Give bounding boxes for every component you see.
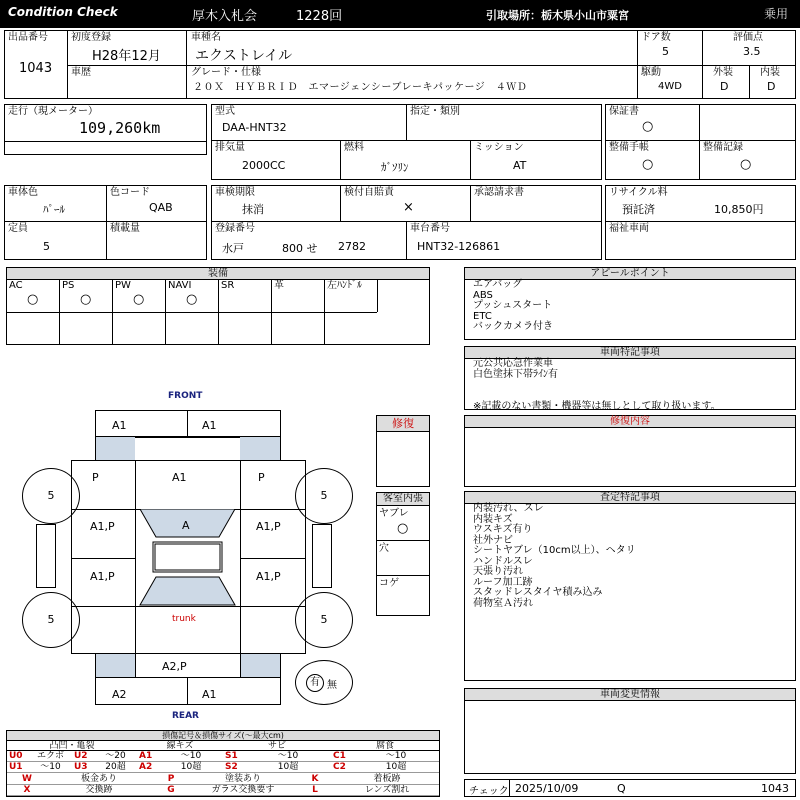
assessment-box bbox=[464, 491, 796, 681]
legend-code-row4-1: G bbox=[151, 785, 191, 796]
equipment-value-0: ○ bbox=[27, 292, 39, 307]
fender-fr-code: P bbox=[258, 471, 265, 484]
warranty-value: ○ bbox=[642, 119, 654, 134]
load-label: 積載量 bbox=[110, 223, 140, 234]
drive-label: 駆動 bbox=[641, 67, 661, 78]
pickup-location: 引取場所：栃木県小山市粟宮 bbox=[486, 9, 629, 22]
mileage-box bbox=[4, 104, 207, 155]
repair-box bbox=[376, 415, 430, 487]
tire-rr-value: 5 bbox=[320, 613, 328, 626]
door-rr-code: A1,P bbox=[256, 570, 281, 583]
front-bumper bbox=[95, 410, 281, 437]
legend-desc-row1-2: 〜10 bbox=[159, 751, 223, 762]
legend-code-row2-2: A2 bbox=[137, 762, 159, 773]
rear-bumper bbox=[95, 677, 281, 705]
mission-label: ミッション bbox=[474, 142, 524, 153]
legend-code-row1-4: C1 bbox=[331, 751, 353, 762]
inspection-value: 抹消 bbox=[242, 203, 264, 216]
warranty-box bbox=[605, 104, 700, 141]
rear-panel bbox=[135, 653, 241, 678]
auction-name: 厚木入札会 bbox=[192, 9, 258, 24]
legend-desc-row4-0: 交換跡 bbox=[47, 785, 151, 796]
plate-box bbox=[211, 221, 407, 260]
car-name-label: 車種名 bbox=[191, 32, 221, 43]
legend-title: 損傷記号＆損傷サイズ(〜最大cm) bbox=[7, 731, 439, 741]
tire-rr bbox=[295, 592, 353, 648]
appeal-line-2: プッシュスタート bbox=[473, 300, 553, 311]
legend-desc-row2-3: 10超 bbox=[245, 762, 331, 773]
assessment-line-9: 荷物室Ａ汚れ bbox=[473, 597, 533, 609]
score-label: 評価点 bbox=[733, 32, 763, 43]
tire-rl-value: 5 bbox=[47, 613, 55, 626]
record-value: ○ bbox=[740, 157, 752, 172]
interior-yabure-value: ○ bbox=[397, 521, 409, 536]
legend-desc-row4-2: レンズ割れ bbox=[335, 785, 439, 796]
legend-desc-row1-1: 〜20 bbox=[94, 751, 137, 762]
interior-title: 客室内張 bbox=[377, 493, 429, 506]
body-upper bbox=[71, 460, 306, 510]
lot-label: 出品番号 bbox=[8, 32, 48, 43]
approval-box bbox=[470, 185, 602, 222]
header-bar bbox=[0, 0, 800, 28]
exterior-label: 外装 bbox=[713, 67, 733, 78]
car-name-box bbox=[186, 30, 638, 66]
interior-item-yabure: ヤブレ bbox=[379, 508, 409, 519]
legend-desc-row1-3: 〜10 bbox=[245, 751, 331, 762]
equipment-label-0: AC bbox=[9, 280, 23, 291]
equipment-label-6: 左ﾊﾝﾄﾞﾙ bbox=[327, 280, 362, 291]
special-box bbox=[464, 346, 796, 410]
chassis-value: HNT32-126861 bbox=[417, 240, 501, 253]
legend-desc-row3-1: 塗装あり bbox=[191, 774, 295, 785]
door-fr-code: A1,P bbox=[256, 520, 281, 533]
assessment-title: 査定特記事項 bbox=[465, 492, 795, 504]
fuel-box bbox=[340, 140, 471, 180]
repair-detail-box bbox=[464, 415, 796, 487]
footer-row bbox=[464, 779, 796, 797]
spare-tire bbox=[295, 660, 353, 705]
warranty-blank-box bbox=[699, 104, 796, 141]
capacity-label: 定員 bbox=[8, 223, 28, 234]
mission-value: AT bbox=[513, 159, 527, 172]
special-line-0: 元公共応急作業車 bbox=[473, 358, 553, 369]
legend-code-row4-0: X bbox=[7, 785, 47, 796]
appeal-line-3: ETC bbox=[473, 310, 492, 322]
manual-label: 整備手帳 bbox=[609, 142, 649, 153]
assessment-line-6: 天張り汚れ bbox=[473, 566, 523, 577]
special-note: ※記載のない書類・機器等は無しとして取り扱います。 bbox=[473, 401, 721, 412]
recycle-label: リサイクル料 bbox=[609, 187, 668, 198]
lot-box bbox=[4, 30, 68, 99]
capacity-value: 5 bbox=[43, 240, 50, 253]
equipment-value-3: ○ bbox=[186, 292, 198, 307]
front-label: FRONT bbox=[168, 391, 203, 401]
check-label: チェック bbox=[469, 786, 509, 797]
equipment-box bbox=[6, 267, 430, 345]
warranty-label: 保証書 bbox=[609, 106, 639, 117]
interior-item-hole: 穴 bbox=[379, 543, 389, 554]
welfare-box bbox=[605, 221, 796, 260]
check-date: 2025/10/09 bbox=[515, 782, 579, 795]
legend-code-row3-1: P bbox=[151, 774, 191, 785]
score-value: 3.5 bbox=[743, 45, 761, 58]
first-reg-label: 初度登録 bbox=[71, 32, 111, 43]
legend-group-corrosion: 腐食 bbox=[331, 741, 439, 751]
legend-desc-row3-2: 着板跡 bbox=[335, 774, 439, 785]
rear-panel-code: A2,P bbox=[162, 660, 187, 673]
record-label: 整備記録 bbox=[703, 142, 743, 153]
insurance-value: × bbox=[403, 200, 414, 215]
special-line-1: 白色塗抹下帯ﾗｲﾝ有 bbox=[473, 368, 558, 380]
model-value: DAA-HNT32 bbox=[222, 121, 287, 134]
assessment-line-5: ハンドルスレ bbox=[473, 555, 533, 567]
displacement-box bbox=[211, 140, 341, 180]
recycle-box bbox=[605, 185, 796, 222]
grade-value: ２０Ｘ ＨＹＢＲＩＤ エマージェンシーブレーキパッケージ ４ＷＤ bbox=[193, 82, 528, 93]
plate-class: 800 せ bbox=[282, 242, 318, 255]
assessment-line-0: 内装汚れ、スレ bbox=[473, 503, 544, 514]
assessment-line-2: ウスキズ有り bbox=[473, 524, 533, 535]
legend-code-row2-1: U3 bbox=[72, 762, 94, 773]
equipment-label-4: SR bbox=[221, 280, 235, 291]
designation-box bbox=[406, 104, 602, 141]
equipment-value-1: ○ bbox=[80, 292, 92, 307]
lot-number: 1043 bbox=[19, 61, 53, 76]
approval-label: 承認請求書 bbox=[474, 187, 524, 198]
color-code-box bbox=[106, 185, 207, 222]
load-box bbox=[106, 221, 207, 260]
trunk-label: trunk bbox=[172, 614, 196, 624]
chassis-box bbox=[406, 221, 602, 260]
fuel-value: ｶﾞｿﾘﾝ bbox=[381, 161, 409, 174]
legend-desc-row3-0: 板金あり bbox=[47, 774, 151, 785]
appeal-line-1: ABS bbox=[473, 289, 493, 301]
legend-code-row3-2: K bbox=[295, 774, 335, 785]
equipment-label-2: PW bbox=[115, 280, 131, 291]
tire-fl-value: 5 bbox=[47, 489, 55, 502]
insurance-label: 検付自賠責 bbox=[344, 187, 394, 198]
grade-box bbox=[186, 65, 638, 99]
capacity-box bbox=[4, 221, 107, 260]
legend-code-row1-2: A1 bbox=[137, 751, 159, 762]
history-box bbox=[67, 65, 187, 99]
assessment-line-4: シートヤブレ（10cm以上）、ヘタリ bbox=[473, 545, 636, 556]
doors-value: 5 bbox=[662, 45, 669, 58]
brand-title: Condition Check bbox=[8, 5, 118, 19]
damage-legend bbox=[6, 730, 440, 797]
legend-desc-row1-4: 〜10 bbox=[353, 751, 439, 762]
doors-label: ドア数 bbox=[641, 32, 671, 43]
front-bumper-right-code: A1 bbox=[202, 419, 217, 432]
rear-bumper-right-code: A1 bbox=[202, 688, 217, 701]
car-name-value: エクストレイル bbox=[195, 48, 293, 64]
displacement-label: 排気量 bbox=[215, 142, 245, 153]
recycle-status: 預託済 bbox=[622, 203, 655, 216]
legend-code-row3-0: W bbox=[7, 774, 47, 785]
change-box bbox=[464, 688, 796, 774]
fuel-label: 燃料 bbox=[344, 142, 364, 153]
displacement-value: 2000CC bbox=[242, 159, 286, 172]
drive-value: 4WD bbox=[658, 81, 682, 92]
legend-code-row4-2: L bbox=[295, 785, 335, 796]
manual-value: ○ bbox=[642, 157, 654, 172]
legend-desc-row1-0: エクボ bbox=[29, 751, 72, 762]
record-box bbox=[699, 140, 796, 180]
color-box bbox=[4, 185, 107, 222]
hood-code: A1 bbox=[172, 471, 187, 484]
front-bumper-left-code: A1 bbox=[112, 419, 127, 432]
legend-group-dent: 凸凹・亀裂 bbox=[7, 741, 137, 751]
plate-number: 2782 bbox=[338, 240, 366, 253]
door-fl-code: A1,P bbox=[90, 520, 115, 533]
score-box bbox=[702, 30, 796, 66]
tire-fl bbox=[22, 468, 80, 524]
appeal-line-0: エアバッグ bbox=[473, 279, 523, 290]
mileage-label: 走行（現メーター） bbox=[8, 106, 98, 117]
legend-desc-row2-1: 20超 bbox=[94, 762, 137, 773]
appeal-title: アピールポイント bbox=[465, 268, 795, 280]
legend-desc-row4-1: ガラス交換要す bbox=[191, 785, 295, 796]
repair-label: 修復 bbox=[377, 416, 429, 432]
assessment-line-7: ルーフ加工跡 bbox=[473, 576, 533, 588]
repair-detail-title: 修復内容 bbox=[465, 416, 795, 428]
footer-lot: 1043 bbox=[761, 782, 789, 795]
assessment-line-1: 内装キズ bbox=[473, 513, 513, 525]
spare-none-text: 無 bbox=[327, 680, 337, 691]
legend-code-row2-0: U1 bbox=[7, 762, 29, 773]
mirror-left bbox=[36, 524, 56, 588]
legend-code-row2-3: S2 bbox=[223, 762, 245, 773]
history-label: 車歴 bbox=[71, 67, 91, 78]
first-reg-value: H28年12月 bbox=[92, 49, 161, 64]
doors-box bbox=[637, 30, 703, 66]
legend-code-row1-0: U0 bbox=[7, 751, 29, 762]
legend-code-row1-3: S1 bbox=[223, 751, 245, 762]
legend-group-rust: サビ bbox=[223, 741, 331, 751]
inspector-code: Q bbox=[617, 782, 626, 795]
spare-has-text: 有 bbox=[310, 677, 320, 688]
appeal-line-4: バックカメラ付き bbox=[473, 321, 553, 332]
color-code-label: 色コード bbox=[110, 187, 150, 198]
change-title: 車両変更情報 bbox=[465, 689, 795, 701]
model-box bbox=[211, 104, 407, 141]
equipment-label-3: NAVI bbox=[168, 280, 192, 291]
assessment-line-3: 社外ナビ bbox=[473, 534, 513, 546]
model-label: 型式 bbox=[215, 106, 235, 117]
drive-box bbox=[637, 65, 703, 99]
mileage-value: 109,260km bbox=[79, 119, 161, 137]
equipment-label-1: PS bbox=[62, 280, 75, 291]
legend-desc-row2-2: 10超 bbox=[159, 762, 223, 773]
legend-group-scratch: 線キズ bbox=[137, 741, 223, 751]
tire-fr bbox=[295, 468, 353, 524]
first-reg-box bbox=[67, 30, 187, 66]
door-rl-code: A1,P bbox=[90, 570, 115, 583]
equipment-value-2: ○ bbox=[133, 292, 145, 307]
rear-bumper-left-code: A2 bbox=[112, 688, 127, 701]
mirror-right bbox=[312, 524, 332, 588]
designation-label: 指定・類別 bbox=[410, 106, 460, 117]
equipment-label-5: 革 bbox=[274, 280, 284, 291]
insurance-box bbox=[340, 185, 471, 222]
fender-fl-code: P bbox=[92, 471, 99, 484]
legend-code-row1-1: U2 bbox=[72, 751, 94, 762]
tire-rl bbox=[22, 592, 80, 648]
grade-label: グレード・仕様 bbox=[191, 67, 261, 78]
tire-fr-value: 5 bbox=[320, 489, 328, 502]
plate-region: 水戸 bbox=[222, 242, 244, 255]
spare-has-mark bbox=[306, 674, 324, 692]
interior-grade-label: 内装 bbox=[760, 67, 780, 78]
interior-item-burn: コゲ bbox=[379, 578, 399, 589]
equipment-title: 装備 bbox=[7, 268, 429, 280]
legend-desc-row2-4: 10超 bbox=[353, 762, 439, 773]
special-title: 車両特記事項 bbox=[465, 347, 795, 359]
welfare-label: 福祉車両 bbox=[609, 223, 649, 234]
session-number: 1228回 bbox=[296, 9, 343, 24]
rear-label: REAR bbox=[172, 711, 199, 721]
legend-code-row2-4: C2 bbox=[331, 762, 353, 773]
interior-grade-value: D bbox=[767, 80, 776, 93]
legend-desc-row2-0: 〜10 bbox=[29, 762, 72, 773]
mission-box bbox=[470, 140, 602, 180]
windshield-code: A bbox=[182, 519, 190, 532]
plate-label: 登録番号 bbox=[215, 223, 255, 234]
recycle-fee: 10,850円 bbox=[714, 203, 764, 216]
interior-box bbox=[376, 492, 430, 616]
inspection-box bbox=[211, 185, 341, 222]
interior-grade-box bbox=[749, 65, 796, 99]
color-value: ﾊﾟｰﾙ bbox=[43, 203, 65, 216]
exterior-value: D bbox=[720, 80, 729, 93]
manual-box bbox=[605, 140, 700, 180]
inspection-label: 車検期限 bbox=[215, 187, 255, 198]
assessment-line-8: スタッドレスタイヤ積み込み bbox=[473, 587, 603, 598]
appeal-box bbox=[464, 267, 796, 340]
chassis-label: 車台番号 bbox=[410, 223, 450, 234]
vehicle-category: 乗用 bbox=[764, 7, 789, 21]
color-label: 車体色 bbox=[8, 187, 38, 198]
exterior-box bbox=[702, 65, 750, 99]
color-code-value: QAB bbox=[149, 201, 173, 214]
